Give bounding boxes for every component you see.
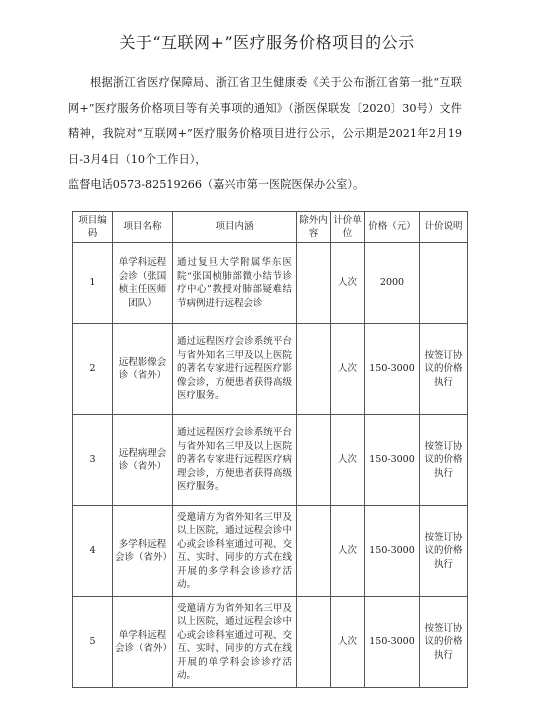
cell-content: 通过远程医疗会诊系统平台与省外知名三甲及以上医院的著名专家进行远程医疗影像会诊，方便患者获得高级医疗服务。 — [173, 324, 297, 415]
cell-name: 多学科远程会诊（省外） — [113, 506, 173, 597]
cell-name: 远程病理会诊（省外） — [113, 415, 173, 506]
cell-price: 150-3000 — [365, 324, 420, 415]
cell-code: 5 — [73, 597, 113, 688]
header-excluded: 除外内容 — [297, 212, 331, 243]
cell-code: 3 — [73, 415, 113, 506]
cell-excluded — [297, 597, 331, 688]
cell-excluded — [297, 415, 331, 506]
table-row — [73, 506, 468, 597]
cell-code: 1 — [73, 243, 113, 324]
header-code: 项目编码 — [73, 212, 113, 243]
cell-price: 150-3000 — [365, 597, 420, 688]
cell-note: 按签订协议的价格执行 — [420, 324, 468, 415]
cell-price: 150-3000 — [365, 506, 420, 597]
notice-text — [68, 70, 462, 198]
table-row — [73, 243, 468, 324]
cell-name: 远程影像会诊（省外） — [113, 324, 173, 415]
cell-excluded — [297, 243, 331, 324]
cell-content: 受邀请方为省外知名三甲及以上医院，通过远程会诊中心或会诊科室通过可视、交互、实时、同步的方式在线开展的多学科会诊诊疗活动。 — [173, 506, 297, 597]
cell-note: 按签订协议的价格执行 — [420, 506, 468, 597]
table-row — [73, 415, 468, 506]
cell-note: 按签订协议的价格执行 — [420, 597, 468, 688]
cell-content: 受邀请方为省外知名三甲及以上医院，通过远程会诊中心或会诊科室通过可视、交互、实时、同步的方式在线开展的单学科会诊诊疗活动。 — [173, 597, 297, 688]
page-title: 关于“互联网+”医疗服务价格项目的公示 — [119, 33, 415, 52]
cell-unit: 人次 — [331, 243, 365, 324]
contact-line: 监督电话0573-82519266（嘉兴市第一医院医保办公室）。 — [68, 178, 365, 191]
cell-note: 按签订协议的价格执行 — [420, 415, 468, 506]
cell-unit: 人次 — [331, 506, 365, 597]
cell-unit: 人次 — [331, 597, 365, 688]
table-header-row — [73, 212, 468, 243]
cell-content: 通过复旦大学附属华东医院“张国桢肺部微小结节诊疗中心”教授对肺部疑难结节病例进行远程会诊 — [173, 243, 297, 324]
cell-name: 单学科远程会诊（张国桢主任医师团队） — [113, 243, 173, 324]
cell-price: 150-3000 — [365, 415, 420, 506]
cell-code: 2 — [73, 324, 113, 415]
cell-unit: 人次 — [331, 415, 365, 506]
header-content: 项目内涵 — [173, 212, 297, 243]
table-row — [73, 597, 468, 688]
header-note: 计价说明 — [420, 212, 468, 243]
cell-content: 通过远程医疗会诊系统平台与省外知名三甲及以上医院的著名专家进行远程医疗病理会诊，方便患者获得高级医疗服务。 — [173, 415, 297, 506]
header-price: 价格（元） — [365, 212, 420, 243]
cell-excluded — [297, 324, 331, 415]
table-row — [73, 324, 468, 415]
cell-code: 4 — [73, 506, 113, 597]
cell-price: 2000 — [365, 243, 420, 324]
cell-unit: 人次 — [331, 324, 365, 415]
header-name: 项目名称 — [113, 212, 173, 243]
header-unit: 计价单位 — [331, 212, 365, 243]
cell-excluded — [297, 506, 331, 597]
cell-note — [420, 243, 468, 324]
cell-name: 单学科远程会诊（省外） — [113, 597, 173, 688]
price-table — [72, 211, 468, 688]
notice-paragraph: 根据浙江省医疗保障局、浙江省卫生健康委《关于公布浙江省第一批“互联网+”医疗服务价格项目等有关事项的通知》（浙医保联发〔2020〕30号）文件精神，我院对“互联网+”医疗服务价格项目进行公示，公示期是2021年2月19日-3月4日（10个工作日）， — [68, 76, 462, 166]
